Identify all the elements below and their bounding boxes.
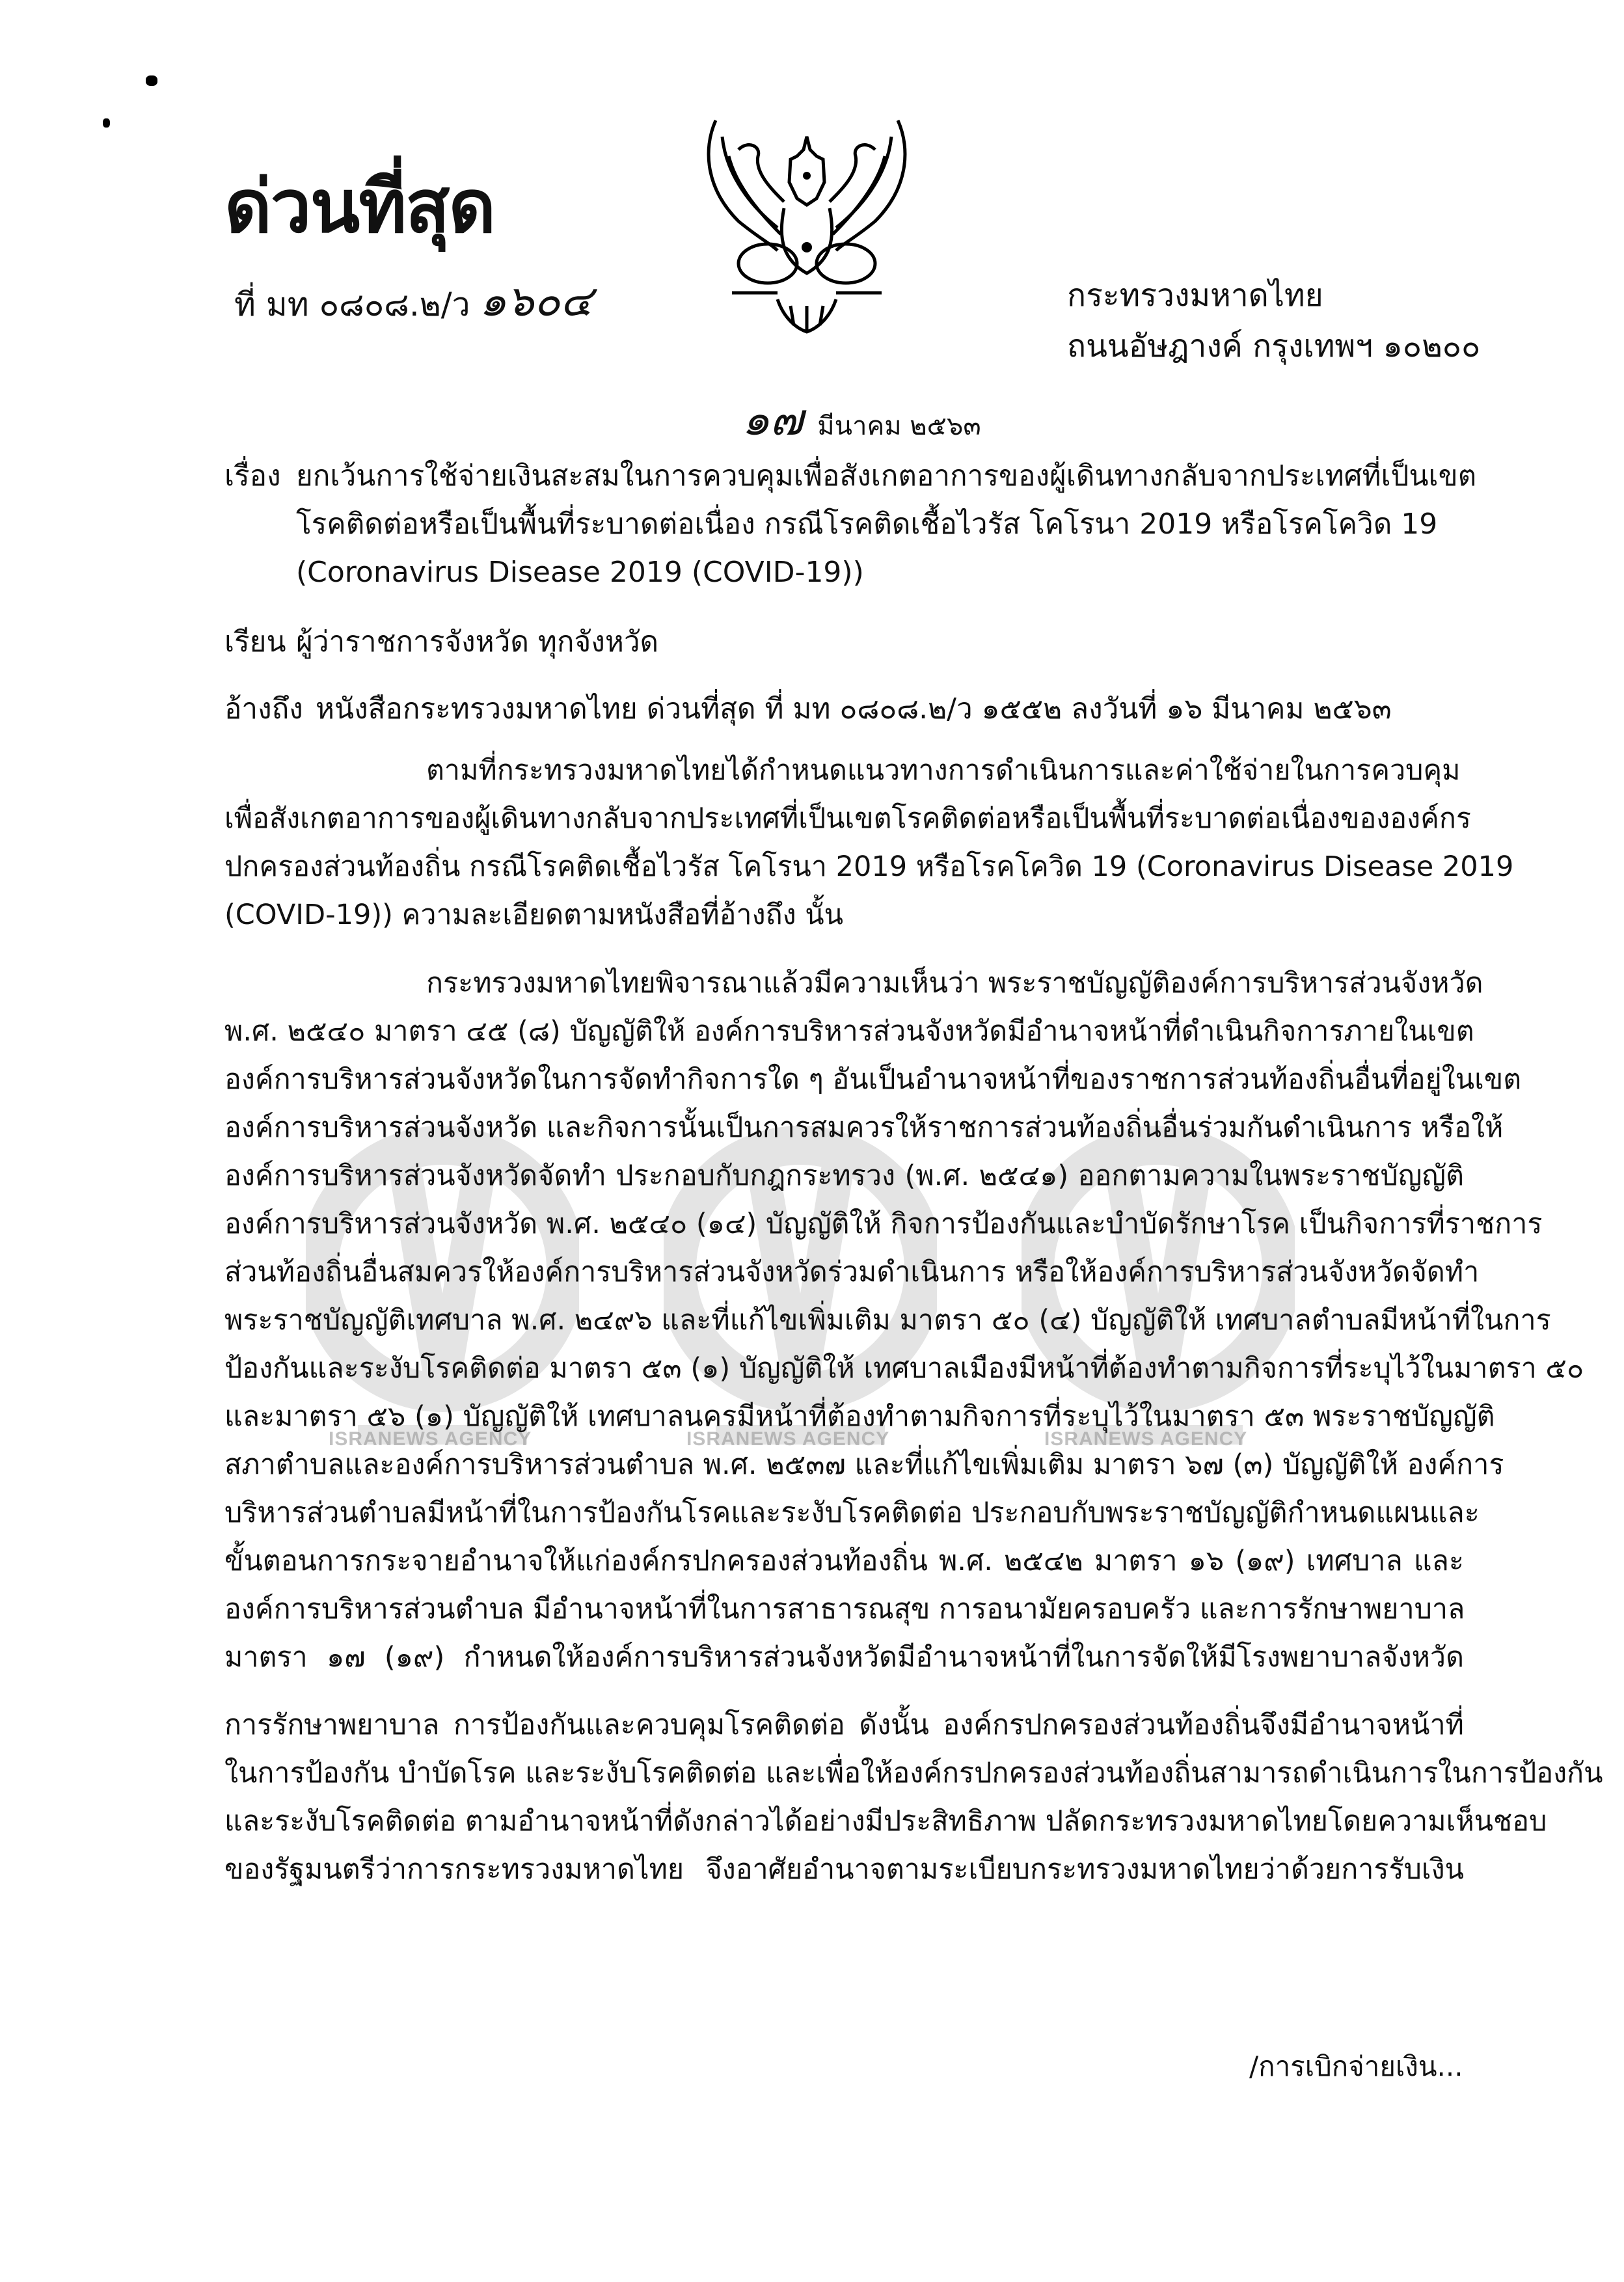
document-number bbox=[234, 276, 593, 326]
paragraph-2-line: ของรัฐมนตรีว่าการกระทรวงมหาดไทย จึงอาศัยอำนาจตามระเบียบกระทรวงมหาดไทยว่าด้วยการรับเงิน bbox=[224, 1853, 1464, 1886]
date-month-year: มีนาคม ๒๕๖๓ bbox=[817, 411, 981, 441]
paragraph-1-line: ตามที่กระทรวงมหาดไทยได้กำหนดแนวทางการดำเนินการและค่าใช้จ่ายในการควบคุม bbox=[426, 754, 1461, 787]
scan-speck bbox=[146, 75, 157, 86]
subject-line: ยกเว้นการใช้จ่ายเงินสะสมในการควบคุมเพื่อสังเกตอาการของผู้เดินทางกลับจากประเทศที่เป็นเขต bbox=[296, 459, 1477, 493]
document-number-handwritten: ๑๖๐๔ bbox=[479, 276, 593, 326]
paragraph-2-line: พ.ศ. ๒๕๔๐ มาตรา ๔๕ (๘) บัญญัติให้ องค์การบริหารส่วนจังหวัดมีอำนาจหน้าที่ดำเนินกิจการภายในเขต bbox=[224, 1015, 1474, 1048]
paragraph-2-line: บริหารส่วนตำบลมีหน้าที่ในการป้องกันโรคและระงับโรคติดต่อ ประกอบกับพระราชบัญญัติกำหนดแผนและ bbox=[224, 1497, 1480, 1529]
watermark-text: ISRANEWS AGENCY bbox=[1044, 1428, 1248, 1450]
watermark-text: ISRANEWS AGENCY bbox=[686, 1428, 890, 1450]
reference-value: หนังสือกระทรวงมหาดไทย ด่วนที่สุด ที่ มท ๐๘๐๘.๒/ว ๑๕๕๒ ลงวันที่ ๑๖ มีนาคม ๒๕๖๓ bbox=[316, 692, 1392, 726]
paragraph-2-line: องค์การบริหารส่วนจังหวัดในการจัดทำกิจการใด ๆ อันเป็นอำนาจหน้าที่ของราชการส่วนท้องถิ่นอื่นที่อยู่ในเขต bbox=[224, 1063, 1522, 1096]
paragraph-2-line: ส่วนท้องถิ่นอื่นสมควรให้องค์การบริหารส่วนจังหวัดร่วมดำเนินการ หรือให้องค์การบริหารส่วนจังหวัดจัดทำ bbox=[224, 1256, 1480, 1288]
paragraph-2-line: องค์การบริหารส่วนจังหวัด และกิจการนั้นเป็นการสมควรให้ราชการส่วนท้องถิ่นอื่นร่วมกันดำเนินการ หรือให้ bbox=[224, 1111, 1504, 1144]
urgency-stamp: ด่วนที่สุด bbox=[224, 165, 495, 249]
paragraph-2-line: ขั้นตอนการกระจายอำนาจให้แก่องค์กรปกครองส่วนท้องถิ่น พ.ศ. ๒๕๔๒ มาตรา ๑๖ (๑๙) เทศบาล และ bbox=[224, 1545, 1464, 1577]
garuda-emblem-icon bbox=[699, 111, 914, 335]
subject-label: เรื่อง bbox=[224, 459, 281, 493]
reference-label: อ้างถึง bbox=[224, 692, 303, 726]
recipient-value: ผู้ว่าราชการจังหวัด ทุกจังหวัด bbox=[296, 625, 659, 659]
document-date bbox=[742, 394, 981, 446]
paragraph-2-line: ป้องกันและระงับโรคติดต่อ มาตรา ๕๓ (๑) บัญญัติให้ เทศบาลเมืองมีหน้าที่ต้องทำตามกิจการที่ระบุไว้ในมาตรา ๕๐ bbox=[224, 1352, 1584, 1385]
paragraph-1-line: ปกครองส่วนท้องถิ่น กรณีโรคติดเชื้อไวรัส โคโรนา 2019 หรือโรคโควิด 19 (Coronavirus Disease 2019 bbox=[224, 850, 1514, 883]
continuation-marker: /การเบิกจ่ายเงิน... bbox=[1249, 2050, 1463, 2082]
ministry-name: กระทรวงมหาดไทย bbox=[1067, 277, 1323, 314]
paragraph-2-line: มาตรา ๑๗ (๑๙) กำหนดให้องค์การบริหารส่วนจังหวัดมีอำนาจหน้าที่ในการจัดให้มีโรงพยาบาลจังหวัด bbox=[224, 1641, 1464, 1674]
recipient-label: เรียน bbox=[224, 625, 286, 659]
subject-line: โรคติดต่อหรือเป็นพื้นที่ระบาดต่อเนื่อง กรณีโรคติดเชื้อไวรัส โคโรนา 2019 หรือโรคโควิด 19 bbox=[296, 508, 1438, 541]
paragraph-2-line: องค์การบริหารส่วนตำบล มีอำนาจหน้าที่ในการสาธารณสุข การอนามัยครอบครัว และการรักษาพยาบาล bbox=[224, 1593, 1465, 1625]
paragraph-2-line: กระทรวงมหาดไทยพิจารณาแล้วมีความเห็นว่า พระราชบัญญัติองค์การบริหารส่วนจังหวัด bbox=[426, 967, 1483, 999]
watermark-text: ISRANEWS AGENCY bbox=[329, 1428, 532, 1450]
ministry-address: ถนนอัษฎางค์ กรุงเทพฯ ๑๐๒๐๐ bbox=[1067, 328, 1481, 364]
scan-speck bbox=[103, 118, 110, 128]
paragraph-2-line: และมาตรา ๕๖ (๑) บัญญัติให้ เทศบาลนครมีหน้าที่ต้องทำตามกิจการที่ระบุไว้ในมาตรา ๕๓ พระราชบัญญัติ bbox=[224, 1400, 1495, 1433]
paragraph-2-line: พระราชบัญญัติเทศบาล พ.ศ. ๒๔๙๖ และที่แก้ไขเพิ่มเติม มาตรา ๕๐ (๔) บัญญัติให้ เทศบาลตำบลมีหน้าที่ในการ bbox=[224, 1304, 1551, 1337]
date-day-handwritten: ๑๗ bbox=[742, 394, 804, 446]
paragraph-1-line: (COVID-19)) ความละเอียดตามหนังสือที่อ้างถึง นั้น bbox=[224, 899, 844, 931]
paragraph-2-line: ในการป้องกัน บำบัดโรค และระงับโรคติดต่อ และเพื่อให้องค์กรปกครองส่วนท้องถิ่นสามารถดำเนินการในการป้องกัน bbox=[224, 1757, 1603, 1789]
paragraph-2-line: และระงับโรคติดต่อ ตามอำนาจหน้าที่ดังกล่าวได้อย่างมีประสิทธิภาพ ปลัดกระทรวงมหาดไทยโดยความเห็นชอบ bbox=[224, 1805, 1547, 1838]
paragraph-2-line: องค์การบริหารส่วนจังหวัดจัดทำ ประกอบกับกฎกระทรวง (พ.ศ. ๒๕๔๑) ออกตามความในพระราชบัญญัติ bbox=[224, 1160, 1464, 1192]
paragraph-1-line: เพื่อสังเกตอาการของผู้เดินทางกลับจากประเทศที่เป็นเขตโรคติดต่อหรือเป็นพื้นที่ระบาดต่อเนื่องขององค์กร bbox=[224, 802, 1471, 835]
paragraph-2-line: การรักษาพยาบาล การป้องกันและควบคุมโรคติดต่อ ดังนั้น องค์กรปกครองส่วนท้องถิ่นจึงมีอำนาจหน้าที่ bbox=[224, 1709, 1464, 1741]
paragraph-2-line: องค์การบริหารส่วนจังหวัด พ.ศ. ๒๕๔๐ (๑๔) บัญญัติให้ กิจการป้องกันและบำบัดรักษาโรค เป็นกิจการที่ราชการ bbox=[224, 1208, 1543, 1240]
document-number-prefix: ที่ มท ๐๘๐๘.๒/ว bbox=[234, 286, 470, 323]
subject-line: (Coronavirus Disease 2019 (COVID-19)) bbox=[296, 556, 864, 589]
paragraph-2-line: สภาตำบลและองค์การบริหารส่วนตำบล พ.ศ. ๒๕๓๗ และที่แก้ไขเพิ่มเติม มาตรา ๖๗ (๓) บัญญัติให้ องค์การ bbox=[224, 1448, 1504, 1481]
